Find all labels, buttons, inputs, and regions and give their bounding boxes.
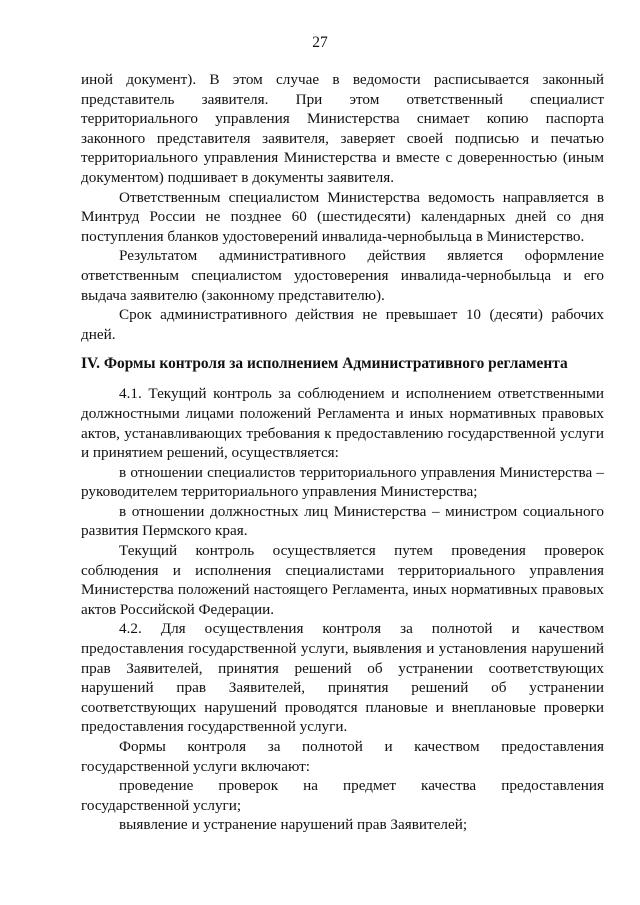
paragraph-current-control: Текущий контроль осуществляется путем проведения проверок соблюдения и исполнения специалистами территориального управления Министерства положений настоящего Регламента, иных нормативных правовых актов Российской Федерации. — [81, 542, 604, 618]
paragraph-statement-sending: Ответственным специалистом Министерства ведомость направляется в Минтруд России не позднее 60 (шестидесяти) календарных дней со дня поступления бланков удостоверений инвалида-чернобыльца в Министерство. — [81, 188, 604, 245]
paragraph-specialists-control: в отношении специалистов территориального управления Министерства – руководителем территориального управления Министерства; — [81, 463, 604, 501]
paragraph-4-1: 4.1. Текущий контроль за соблюдением и исполнением ответственными должностными лицами положений Регламента и иных нормативных правовых актов, устанавливающих требования к предоставлению государственной услуги и принятием решений, осуществляется: — [81, 385, 604, 462]
paragraph-4-2: 4.2. Для осуществления контроля за полнотой и качеством предоставления государственной услуги, выявления и установления нарушений прав Заявителей, принятия решений об устранении соответствующих нарушений прав Заявителей, принятия решений об устранении соответствующих нарушений проводятся плановые и внеплановые проверки предоставления государственной услуги. — [81, 620, 604, 736]
section-heading: IV. Формы контроля за исполнением Административного регламента — [81, 355, 568, 373]
page-number: 27 — [312, 34, 328, 51]
paragraph-deadline: Срок административного действия не превышает 10 (десяти) рабочих дней. — [81, 306, 604, 343]
paragraph-continuation: иной документ). В этом случае в ведомости расписывается законный представитель заявителя. При этом ответственный специалист территориального управления Министерства снимает копию паспорта законного представителя заявителя, заверяет своей подписью и печатью территориального управления Министерства и вместе с доверенностью (иным документом) подшивает в документы заявителя. — [81, 71, 604, 186]
document-body — [81, 70, 604, 835]
paragraph-officials-control: в отношении должностных лиц Министерства – министром социального развития Пермского края. — [81, 502, 604, 540]
paragraph-quality-checks: проведение проверок на предмет качества предоставления государственной услуги; — [81, 777, 604, 814]
paragraph-control-forms: Формы контроля за полнотой и качеством предоставления государственной услуги включают: — [81, 738, 604, 775]
paragraph-violations: выявление и устранение нарушений прав Заявителей; — [119, 816, 468, 834]
paragraph-result: Результатом административного действия является оформление ответственным специалистом удостоверения инвалида-чернобыльца и его выдача заявителю (законному представителю). — [81, 247, 604, 304]
